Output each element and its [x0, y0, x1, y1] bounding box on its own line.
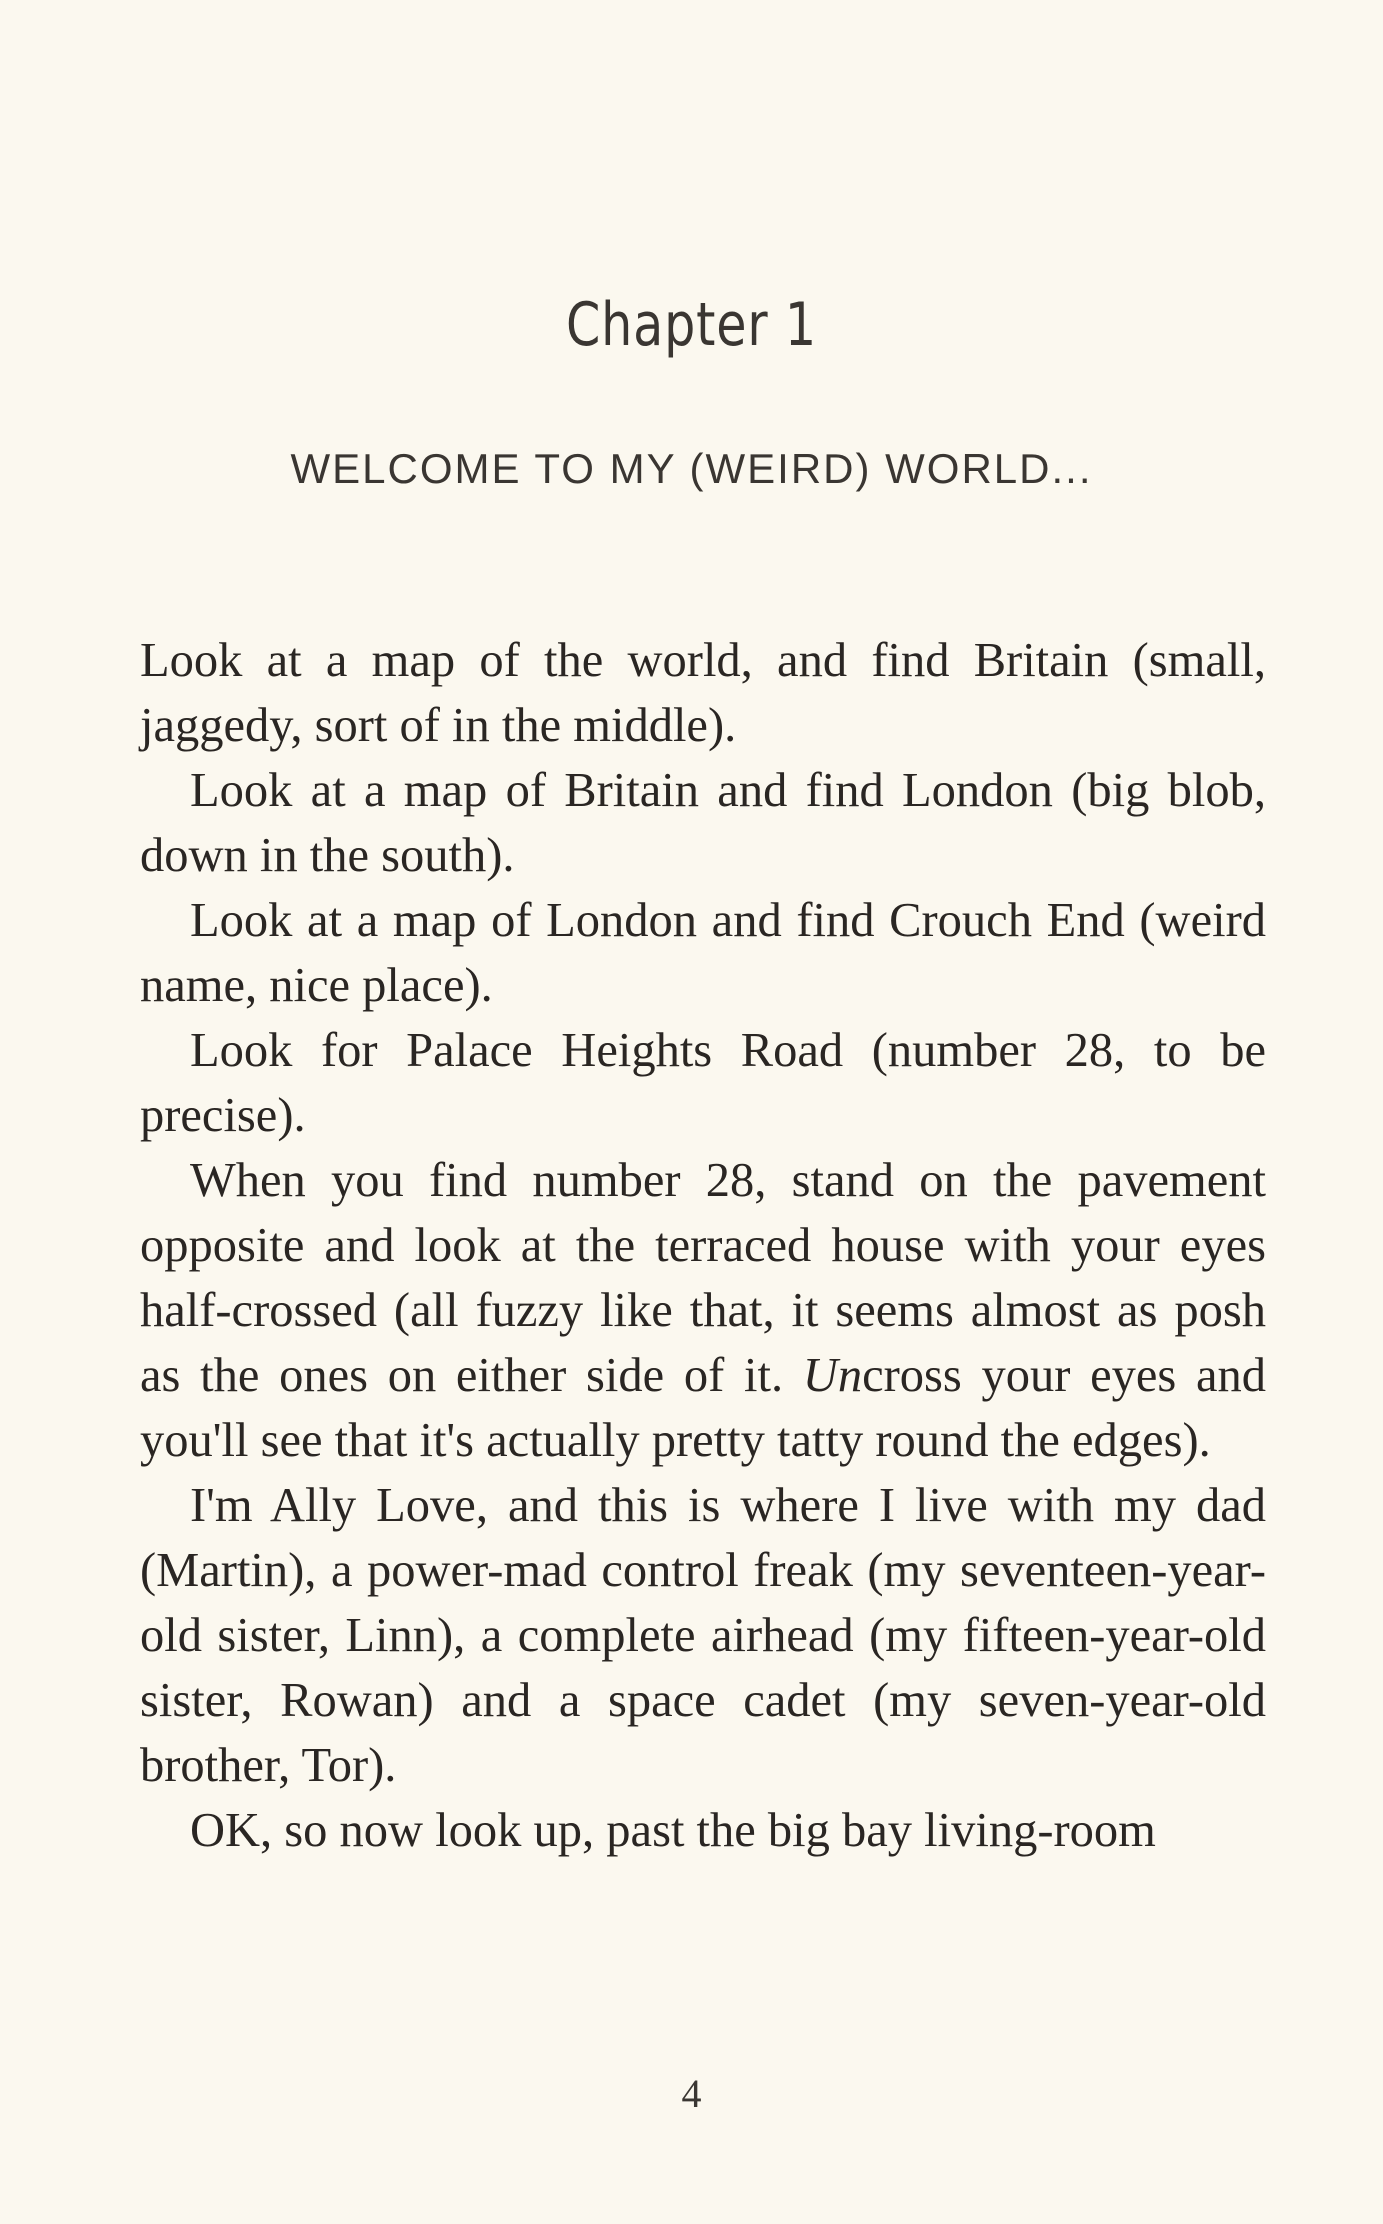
- paragraph-text: When you find number 28, stand on the pavement opposite and look at the terraced house with your eyes half-crossed (all fuzzy like that, it seems almost as posh as the ones on either side of it.: [140, 1154, 1266, 1402]
- paragraph: Look at a map of Britain and find London (big blob, down in the south).: [140, 764, 1266, 882]
- paragraph-house: [140, 1148, 1266, 1473]
- chapter-body: [140, 628, 1266, 1863]
- chapter-title: Chapter 1: [565, 290, 818, 360]
- paragraph: I'm Ally Love, and this is where I live with my dad (Martin), a power-mad control freak (my seventeen-year-old sister, Linn), a complete airhead (my fifteen-year-old sister, Rowan) and a space cadet (my seven-year-old brother, Tor).: [140, 1479, 1266, 1792]
- paragraph: Look for Palace Heights Road (number 28, to be precise).: [140, 1024, 1266, 1142]
- page-number: 4: [681, 2071, 702, 2116]
- emphasis-text: Un: [802, 1349, 863, 1402]
- paragraph-text: cross your eyes and you'll see that it's actually pretty tatty round the edges).: [140, 1349, 1267, 1467]
- chapter-subtitle: WELCOME TO MY (WEIRD) WORLD...: [290, 445, 1093, 492]
- paragraph: Look at a map of the world, and find Britain (small, jaggedy, sort of in the middle).: [140, 634, 1266, 752]
- paragraph: OK, so now look up, past the big bay living-room: [190, 1804, 1156, 1857]
- paragraph: Look at a map of London and find Crouch End (weird name, nice place).: [140, 894, 1266, 1012]
